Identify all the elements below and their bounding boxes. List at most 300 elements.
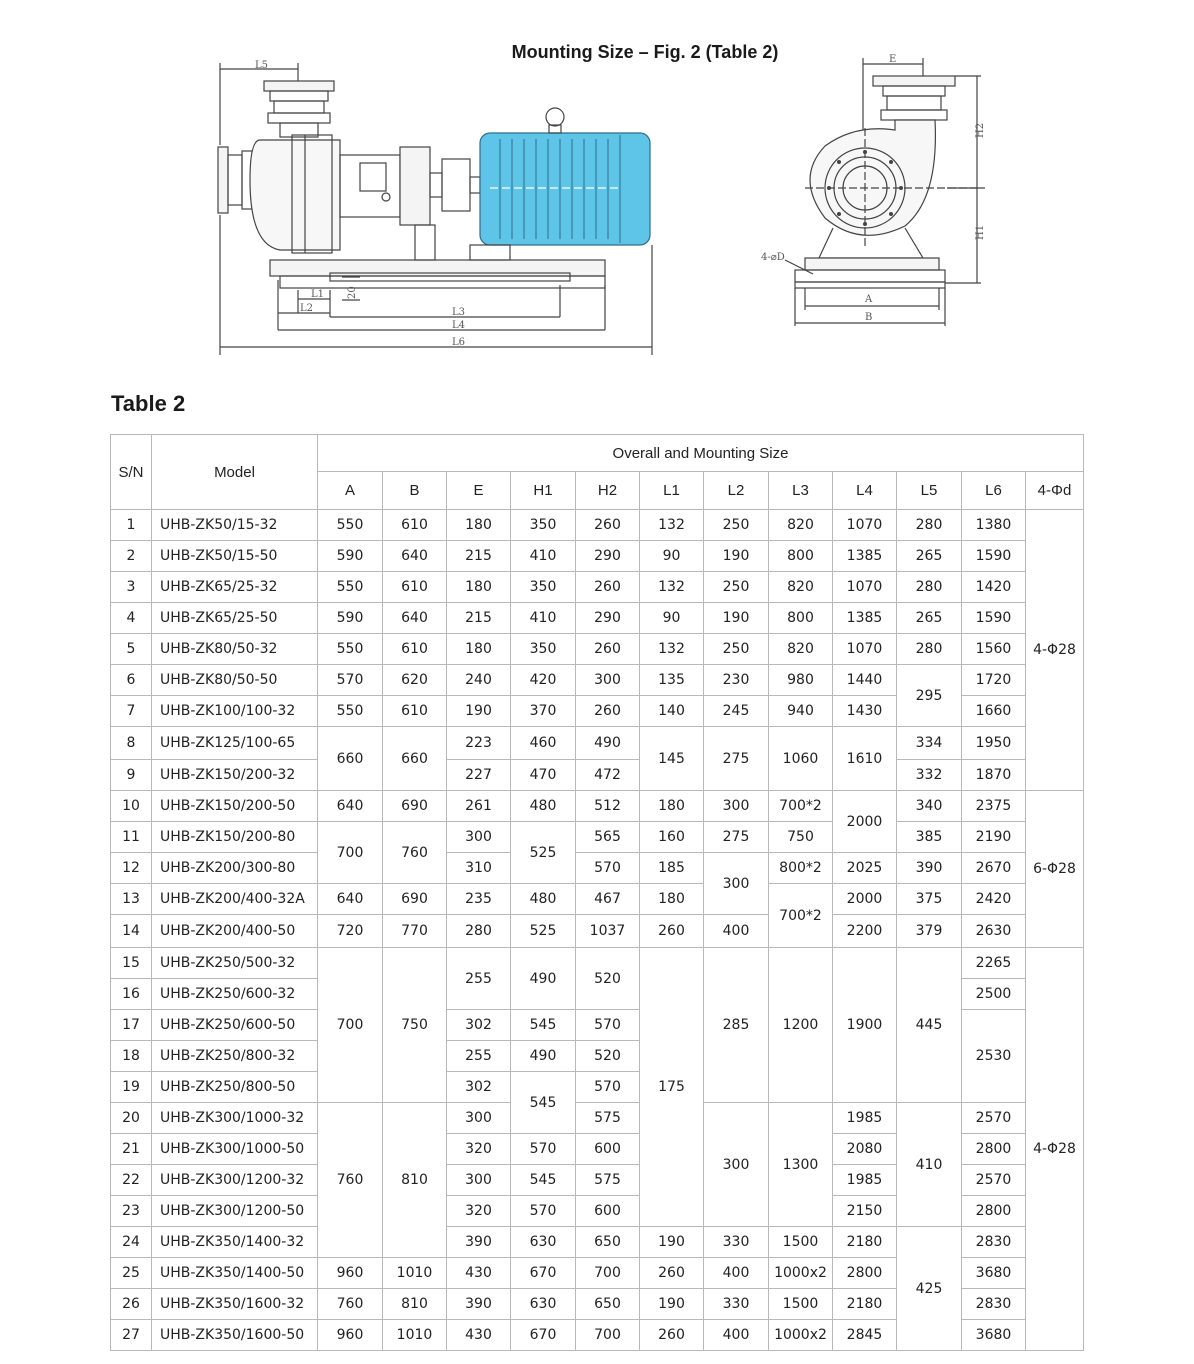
table-row xyxy=(111,572,1084,603)
cell: UHB-ZK50/15-32 xyxy=(152,510,318,541)
cell: 700 xyxy=(318,822,383,884)
cell: 255 xyxy=(447,1041,511,1072)
cell: 190 xyxy=(447,696,511,727)
cell: 2630 xyxy=(962,915,1026,948)
label-l4: L4 xyxy=(452,320,466,331)
cell: 2025 xyxy=(833,853,897,884)
cell: 390 xyxy=(447,1289,511,1320)
pump-side-view-drawing xyxy=(200,55,670,360)
cell: 334 xyxy=(897,727,962,760)
label-l6: L6 xyxy=(452,337,466,348)
cell: 260 xyxy=(640,1320,704,1351)
cell: 250 xyxy=(704,634,769,665)
cell: 570 xyxy=(511,1134,576,1165)
label-l1: L1 xyxy=(311,289,325,300)
cell: 302 xyxy=(447,1072,511,1103)
figure-title: Mounting Size – Fig. 2 (Table 2) xyxy=(511,42,779,62)
header-col: B xyxy=(383,472,447,510)
cell: 820 xyxy=(769,510,833,541)
cell: 230 xyxy=(704,665,769,696)
cell: 6 xyxy=(111,665,152,696)
cell: 610 xyxy=(383,696,447,727)
header-col: H1 xyxy=(511,472,576,510)
cell: 300 xyxy=(447,1103,511,1134)
cell: 525 xyxy=(511,822,576,884)
cell: 2 xyxy=(111,541,152,572)
cell: 180 xyxy=(447,572,511,603)
cell: 132 xyxy=(640,572,704,603)
cell: 10 xyxy=(111,791,152,822)
cell: 670 xyxy=(511,1258,576,1289)
cell: 1 xyxy=(111,510,152,541)
cell: 245 xyxy=(704,696,769,727)
cell: 940 xyxy=(769,696,833,727)
cell: 350 xyxy=(511,572,576,603)
cell: 190 xyxy=(640,1289,704,1320)
cell: 227 xyxy=(447,760,511,791)
cell: 16 xyxy=(111,979,152,1010)
cell: 390 xyxy=(897,853,962,884)
cell: UHB-ZK250/800-32 xyxy=(152,1041,318,1072)
cell: 480 xyxy=(511,884,576,915)
header-col: L4 xyxy=(833,472,897,510)
cell: 330 xyxy=(704,1227,769,1258)
cell: 22 xyxy=(111,1165,152,1196)
cell: 1070 xyxy=(833,572,897,603)
cell: 385 xyxy=(897,822,962,853)
table-row xyxy=(111,915,1084,948)
cell: 660 xyxy=(383,727,447,791)
cell: UHB-ZK50/15-50 xyxy=(152,541,318,572)
cell: 160 xyxy=(640,822,704,853)
table-row xyxy=(111,760,1084,791)
table-row xyxy=(111,822,1084,853)
cell: 800 xyxy=(769,541,833,572)
cell: 350 xyxy=(511,510,576,541)
cell: 2830 xyxy=(962,1227,1026,1258)
cell: 570 xyxy=(318,665,383,696)
cell: 550 xyxy=(318,696,383,727)
cell: 275 xyxy=(704,822,769,853)
cell: 90 xyxy=(640,541,704,572)
cell: 300 xyxy=(447,822,511,853)
cell: 1000x2 xyxy=(769,1258,833,1289)
cell: 300 xyxy=(704,791,769,822)
cell: 1560 xyxy=(962,634,1026,665)
cell: 215 xyxy=(447,603,511,634)
cell: 1010 xyxy=(383,1258,447,1289)
cell: 700 xyxy=(576,1258,640,1289)
label-b: B xyxy=(865,312,873,323)
cell: 1060 xyxy=(769,727,833,791)
cell: 300 xyxy=(447,1165,511,1196)
cell: 520 xyxy=(576,948,640,1010)
cell: 640 xyxy=(383,541,447,572)
cell: 27 xyxy=(111,1320,152,1351)
cell: 300 xyxy=(704,853,769,915)
label-holes: 4-⌀D xyxy=(761,252,785,263)
cell: 520 xyxy=(576,1041,640,1072)
cell: 240 xyxy=(447,665,511,696)
cell: 670 xyxy=(511,1320,576,1351)
pump-front-view-drawing xyxy=(755,48,995,333)
table-row xyxy=(111,1227,1084,1258)
cell: 1420 xyxy=(962,572,1026,603)
cell: 650 xyxy=(576,1289,640,1320)
cell: 235 xyxy=(447,884,511,915)
cell: 470 xyxy=(511,760,576,791)
cell: UHB-ZK150/200-50 xyxy=(152,791,318,822)
cell: 3 xyxy=(111,572,152,603)
cell: 180 xyxy=(447,510,511,541)
cell: 260 xyxy=(576,510,640,541)
cell: 1440 xyxy=(833,665,897,696)
header-model: Model xyxy=(152,435,318,510)
cell: 1200 xyxy=(769,948,833,1103)
header-group: Overall and Mounting Size xyxy=(318,435,1084,472)
cell: 265 xyxy=(897,603,962,634)
cell: 420 xyxy=(511,665,576,696)
cell: 6-Φ28 xyxy=(1026,791,1084,948)
cell: 5 xyxy=(111,634,152,665)
cell: 260 xyxy=(576,634,640,665)
cell: 1300 xyxy=(769,1103,833,1227)
cell: 260 xyxy=(576,696,640,727)
cell: 640 xyxy=(318,791,383,822)
cell: 20 xyxy=(111,1103,152,1134)
cell: UHB-ZK65/25-50 xyxy=(152,603,318,634)
cell: 23 xyxy=(111,1196,152,1227)
cell: 290 xyxy=(576,603,640,634)
cell: 430 xyxy=(447,1258,511,1289)
cell: UHB-ZK125/100-65 xyxy=(152,727,318,760)
cell: 320 xyxy=(447,1196,511,1227)
cell: 2800 xyxy=(833,1258,897,1289)
cell: 285 xyxy=(704,948,769,1103)
cell: 330 xyxy=(704,1289,769,1320)
cell: 280 xyxy=(897,634,962,665)
cell: 2000 xyxy=(833,884,897,915)
cell: 275 xyxy=(704,727,769,791)
cell: 24 xyxy=(111,1227,152,1258)
cell: UHB-ZK150/200-80 xyxy=(152,822,318,853)
cell: 300 xyxy=(576,665,640,696)
cell: 640 xyxy=(318,884,383,915)
cell: 340 xyxy=(897,791,962,822)
cell: 400 xyxy=(704,1320,769,1351)
cell: 9 xyxy=(111,760,152,791)
cell: 650 xyxy=(576,1227,640,1258)
cell: UHB-ZK350/1400-32 xyxy=(152,1227,318,1258)
cell: 490 xyxy=(511,948,576,1010)
cell: 570 xyxy=(576,1072,640,1103)
cell: 960 xyxy=(318,1258,383,1289)
cell: 600 xyxy=(576,1196,640,1227)
cell: 302 xyxy=(447,1010,511,1041)
cell: 379 xyxy=(897,915,962,948)
cell: 2000 xyxy=(833,791,897,853)
cell: UHB-ZK250/600-50 xyxy=(152,1010,318,1041)
cell: 290 xyxy=(576,541,640,572)
cell: 980 xyxy=(769,665,833,696)
cell: 1385 xyxy=(833,603,897,634)
header-col: L3 xyxy=(769,472,833,510)
cell: 600 xyxy=(576,1134,640,1165)
cell: 1870 xyxy=(962,760,1026,791)
cell: 135 xyxy=(640,665,704,696)
cell: 545 xyxy=(511,1010,576,1041)
cell: 630 xyxy=(511,1227,576,1258)
cell: 250 xyxy=(704,510,769,541)
cell: 7 xyxy=(111,696,152,727)
cell: 630 xyxy=(511,1289,576,1320)
cell: 760 xyxy=(383,822,447,884)
cell: 320 xyxy=(447,1134,511,1165)
cell: UHB-ZK300/1000-32 xyxy=(152,1103,318,1134)
label-l3: L3 xyxy=(452,307,466,318)
cell: 2570 xyxy=(962,1165,1026,1196)
cell: 545 xyxy=(511,1072,576,1134)
cell: 570 xyxy=(511,1196,576,1227)
cell: 2080 xyxy=(833,1134,897,1165)
cell: 190 xyxy=(640,1227,704,1258)
cell: UHB-ZK350/1600-32 xyxy=(152,1289,318,1320)
cell: 550 xyxy=(318,572,383,603)
cell: 590 xyxy=(318,603,383,634)
cell: 400 xyxy=(704,1258,769,1289)
cell: 332 xyxy=(897,760,962,791)
cell: 2200 xyxy=(833,915,897,948)
cell: 17 xyxy=(111,1010,152,1041)
cell: 295 xyxy=(897,665,962,727)
cell: 690 xyxy=(383,791,447,822)
cell: 610 xyxy=(383,572,447,603)
cell: 12 xyxy=(111,853,152,884)
label-a: A xyxy=(865,294,873,305)
label-20: 20 xyxy=(347,286,358,299)
cell: 4-Φ28 xyxy=(1026,510,1084,791)
cell: 310 xyxy=(447,853,511,884)
cell: 280 xyxy=(897,510,962,541)
label-l5: L5 xyxy=(255,60,269,71)
cell: 260 xyxy=(640,1258,704,1289)
cell: UHB-ZK65/25-32 xyxy=(152,572,318,603)
cell: 1430 xyxy=(833,696,897,727)
cell: 960 xyxy=(318,1320,383,1351)
cell: 3680 xyxy=(962,1258,1026,1289)
cell: UHB-ZK80/50-32 xyxy=(152,634,318,665)
cell: 800 xyxy=(769,603,833,634)
cell: 610 xyxy=(383,510,447,541)
table-row xyxy=(111,541,1084,572)
cell: 1000x2 xyxy=(769,1320,833,1351)
cell: 700 xyxy=(318,948,383,1103)
cell: 700*2 xyxy=(769,884,833,948)
cell: 1385 xyxy=(833,541,897,572)
cell: 21 xyxy=(111,1134,152,1165)
cell: 2150 xyxy=(833,1196,897,1227)
header-col: A xyxy=(318,472,383,510)
cell: UHB-ZK250/600-32 xyxy=(152,979,318,1010)
cell: 180 xyxy=(640,791,704,822)
cell: 490 xyxy=(511,1041,576,1072)
header-sn: S/N xyxy=(111,435,152,510)
header-col: 4-Φd xyxy=(1026,472,1084,510)
cell: 1380 xyxy=(962,510,1026,541)
label-e: E xyxy=(889,54,897,65)
cell: 810 xyxy=(383,1289,447,1320)
cell: 545 xyxy=(511,1165,576,1196)
table-row xyxy=(111,603,1084,634)
cell: 410 xyxy=(511,603,576,634)
cell: 250 xyxy=(704,572,769,603)
cell: UHB-ZK200/300-80 xyxy=(152,853,318,884)
cell: 3680 xyxy=(962,1320,1026,1351)
cell: UHB-ZK80/50-50 xyxy=(152,665,318,696)
cell: 410 xyxy=(897,1103,962,1227)
table-row xyxy=(111,884,1084,915)
cell: 620 xyxy=(383,665,447,696)
table-row xyxy=(111,634,1084,665)
cell: 575 xyxy=(576,1165,640,1196)
cell: 800*2 xyxy=(769,853,833,884)
cell: 1037 xyxy=(576,915,640,948)
cell: 140 xyxy=(640,696,704,727)
header-col: E xyxy=(447,472,511,510)
cell: 255 xyxy=(447,948,511,1010)
cell: 550 xyxy=(318,510,383,541)
cell: UHB-ZK200/400-32A xyxy=(152,884,318,915)
cell: 2500 xyxy=(962,979,1026,1010)
label-l2: L2 xyxy=(300,303,314,314)
cell: 260 xyxy=(640,915,704,948)
cell: 2570 xyxy=(962,1103,1026,1134)
cell: 700*2 xyxy=(769,791,833,822)
cell: 565 xyxy=(576,822,640,853)
cell: 180 xyxy=(447,634,511,665)
header-col: L1 xyxy=(640,472,704,510)
cell: 1985 xyxy=(833,1103,897,1134)
cell: 1590 xyxy=(962,603,1026,634)
table-row xyxy=(111,948,1084,979)
cell: 2530 xyxy=(962,1010,1026,1103)
cell: UHB-ZK300/1200-32 xyxy=(152,1165,318,1196)
cell: 1500 xyxy=(769,1289,833,1320)
cell: 1660 xyxy=(962,696,1026,727)
cell: 26 xyxy=(111,1289,152,1320)
cell: UHB-ZK350/1400-50 xyxy=(152,1258,318,1289)
cell: 660 xyxy=(318,727,383,791)
cell: 2180 xyxy=(833,1289,897,1320)
cell: UHB-ZK100/100-32 xyxy=(152,696,318,727)
cell: 445 xyxy=(897,948,962,1103)
cell: 750 xyxy=(769,822,833,853)
cell: 15 xyxy=(111,948,152,979)
cell: 570 xyxy=(576,853,640,884)
cell: 750 xyxy=(383,948,447,1103)
cell: 640 xyxy=(383,603,447,634)
cell: UHB-ZK350/1600-50 xyxy=(152,1320,318,1351)
cell: 690 xyxy=(383,884,447,915)
cell: 610 xyxy=(383,634,447,665)
label-h2: H2 xyxy=(975,122,986,138)
cell: 132 xyxy=(640,510,704,541)
table-row xyxy=(111,665,1084,696)
cell: 280 xyxy=(897,572,962,603)
header-col: L6 xyxy=(962,472,1026,510)
cell: 1900 xyxy=(833,948,897,1103)
cell: 820 xyxy=(769,572,833,603)
cell: 410 xyxy=(511,541,576,572)
cell: 145 xyxy=(640,727,704,791)
cell: 375 xyxy=(897,884,962,915)
cell: 185 xyxy=(640,853,704,884)
cell: 525 xyxy=(511,915,576,948)
cell: UHB-ZK150/200-32 xyxy=(152,760,318,791)
mounting-size-table xyxy=(110,434,1084,1351)
cell: 472 xyxy=(576,760,640,791)
cell: 190 xyxy=(704,541,769,572)
cell: 575 xyxy=(576,1103,640,1134)
cell: 2265 xyxy=(962,948,1026,979)
cell: 1610 xyxy=(833,727,897,791)
cell: 2800 xyxy=(962,1196,1026,1227)
cell: 720 xyxy=(318,915,383,948)
cell: 1070 xyxy=(833,510,897,541)
cell: 460 xyxy=(511,727,576,760)
cell: 4-Φ28 xyxy=(1026,948,1084,1351)
cell: 2800 xyxy=(962,1134,1026,1165)
cell: 2830 xyxy=(962,1289,1026,1320)
cell: 18 xyxy=(111,1041,152,1072)
cell: 215 xyxy=(447,541,511,572)
cell: 8 xyxy=(111,727,152,760)
header-col: L2 xyxy=(704,472,769,510)
cell: 1500 xyxy=(769,1227,833,1258)
cell: 550 xyxy=(318,634,383,665)
cell: 2670 xyxy=(962,853,1026,884)
table-row xyxy=(111,853,1084,884)
header-col: H2 xyxy=(576,472,640,510)
cell: 2190 xyxy=(962,822,1026,853)
cell: 223 xyxy=(447,727,511,760)
table-row xyxy=(111,1103,1084,1134)
cell: 490 xyxy=(576,727,640,760)
cell: 190 xyxy=(704,603,769,634)
cell: 1720 xyxy=(962,665,1026,696)
cell: 400 xyxy=(704,915,769,948)
cell: 132 xyxy=(640,634,704,665)
cell: 2375 xyxy=(962,791,1026,822)
cell: 19 xyxy=(111,1072,152,1103)
cell: 570 xyxy=(576,1010,640,1041)
cell: 512 xyxy=(576,791,640,822)
cell: 430 xyxy=(447,1320,511,1351)
cell: 1010 xyxy=(383,1320,447,1351)
cell: 300 xyxy=(704,1103,769,1227)
cell: 480 xyxy=(511,791,576,822)
cell: 261 xyxy=(447,791,511,822)
cell: 820 xyxy=(769,634,833,665)
cell: 1070 xyxy=(833,634,897,665)
cell: 4 xyxy=(111,603,152,634)
cell: 590 xyxy=(318,541,383,572)
cell: UHB-ZK300/1200-50 xyxy=(152,1196,318,1227)
cell: 25 xyxy=(111,1258,152,1289)
cell: 2420 xyxy=(962,884,1026,915)
cell: 350 xyxy=(511,634,576,665)
cell: 390 xyxy=(447,1227,511,1258)
